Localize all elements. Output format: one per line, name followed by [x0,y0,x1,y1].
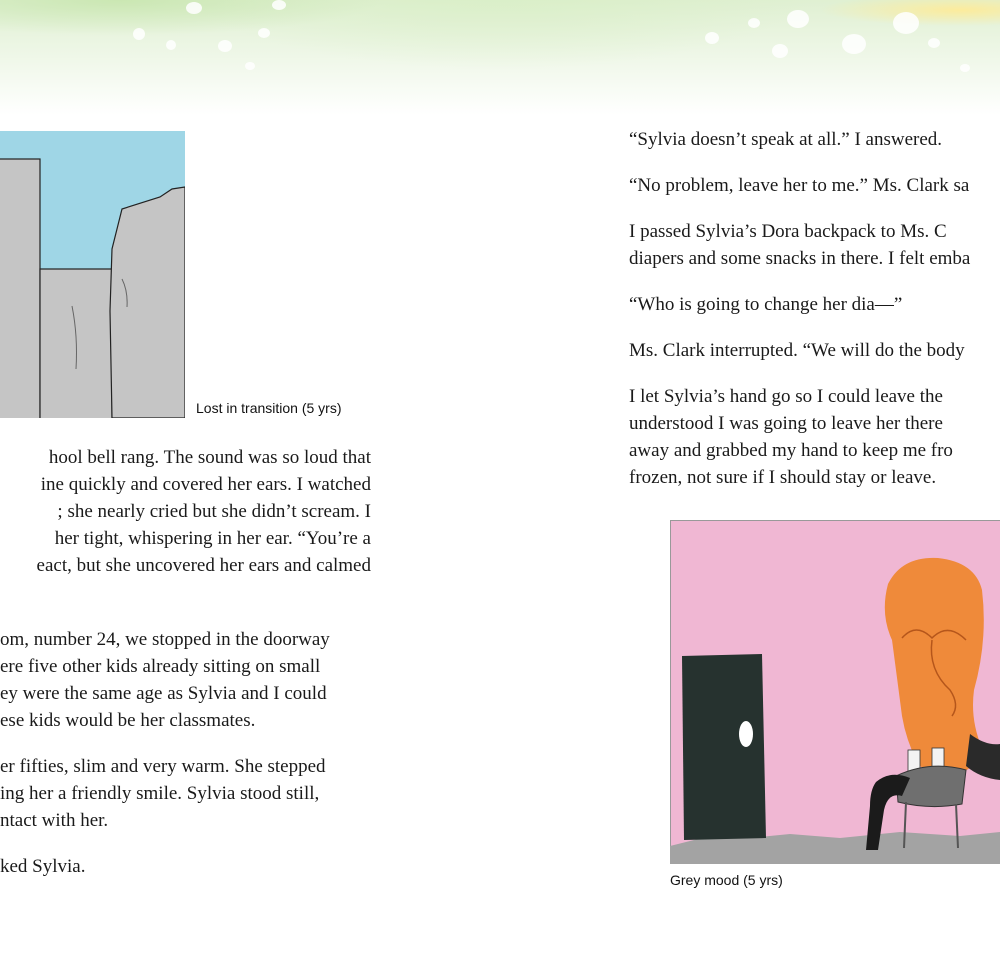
right-paragraph-1: “Sylvia doesn’t speak at all.” I answered. [629,129,943,150]
illustration-lost-in-transition [0,131,185,418]
right-paragraph-4: “Who is going to change her dia—” [629,294,903,315]
right-paragraph-6: I let Sylvia’s hand go so I could leave the understood I was going to leave her there away and grabbed my hand to keep me fro frozen, not sure if I should stay or leave. [629,386,953,488]
right-paragraph-2: “No problem, leave her to me.” Ms. Clark sa [629,175,970,196]
caption-left-figure: Lost in transition (5 yrs) [196,400,342,416]
caption-right-figure: Grey mood (5 yrs) [670,872,783,888]
right-paragraph-5: Ms. Clark interrupted. “We will do the body [629,340,965,361]
illustration-grey-mood [670,520,1000,864]
left-paragraph-2: om, number 24, we stopped in the doorway ere five other kids already sitting on small ey were the same age as Sylvia and I could ese kids would be her classmates. [0,629,330,731]
left-paragraph-3: er fifties, slim and very warm. She stepped ing her a friendly smile. Sylvia stood still, ntact with her. [0,756,326,831]
left-paragraph-1: hool bell rang. The sound was so loud that ine quickly and covered her ears. I watched ; she nearly cried but she didn’t scream. I her tight, whispering in her ear. “You’re a eact, but she uncovered her ears and calmed [36,447,371,576]
decorative-header-wash [0,0,1000,120]
left-paragraph-4: ked Sylvia. [0,856,86,877]
left-text-column [37,444,371,598]
right-paragraph-3: I passed Sylvia’s Dora backpack to Ms. C diapers and some snacks in there. I felt emba [629,221,971,269]
right-text-column [629,126,970,510]
left-text-column-2 [0,626,330,899]
